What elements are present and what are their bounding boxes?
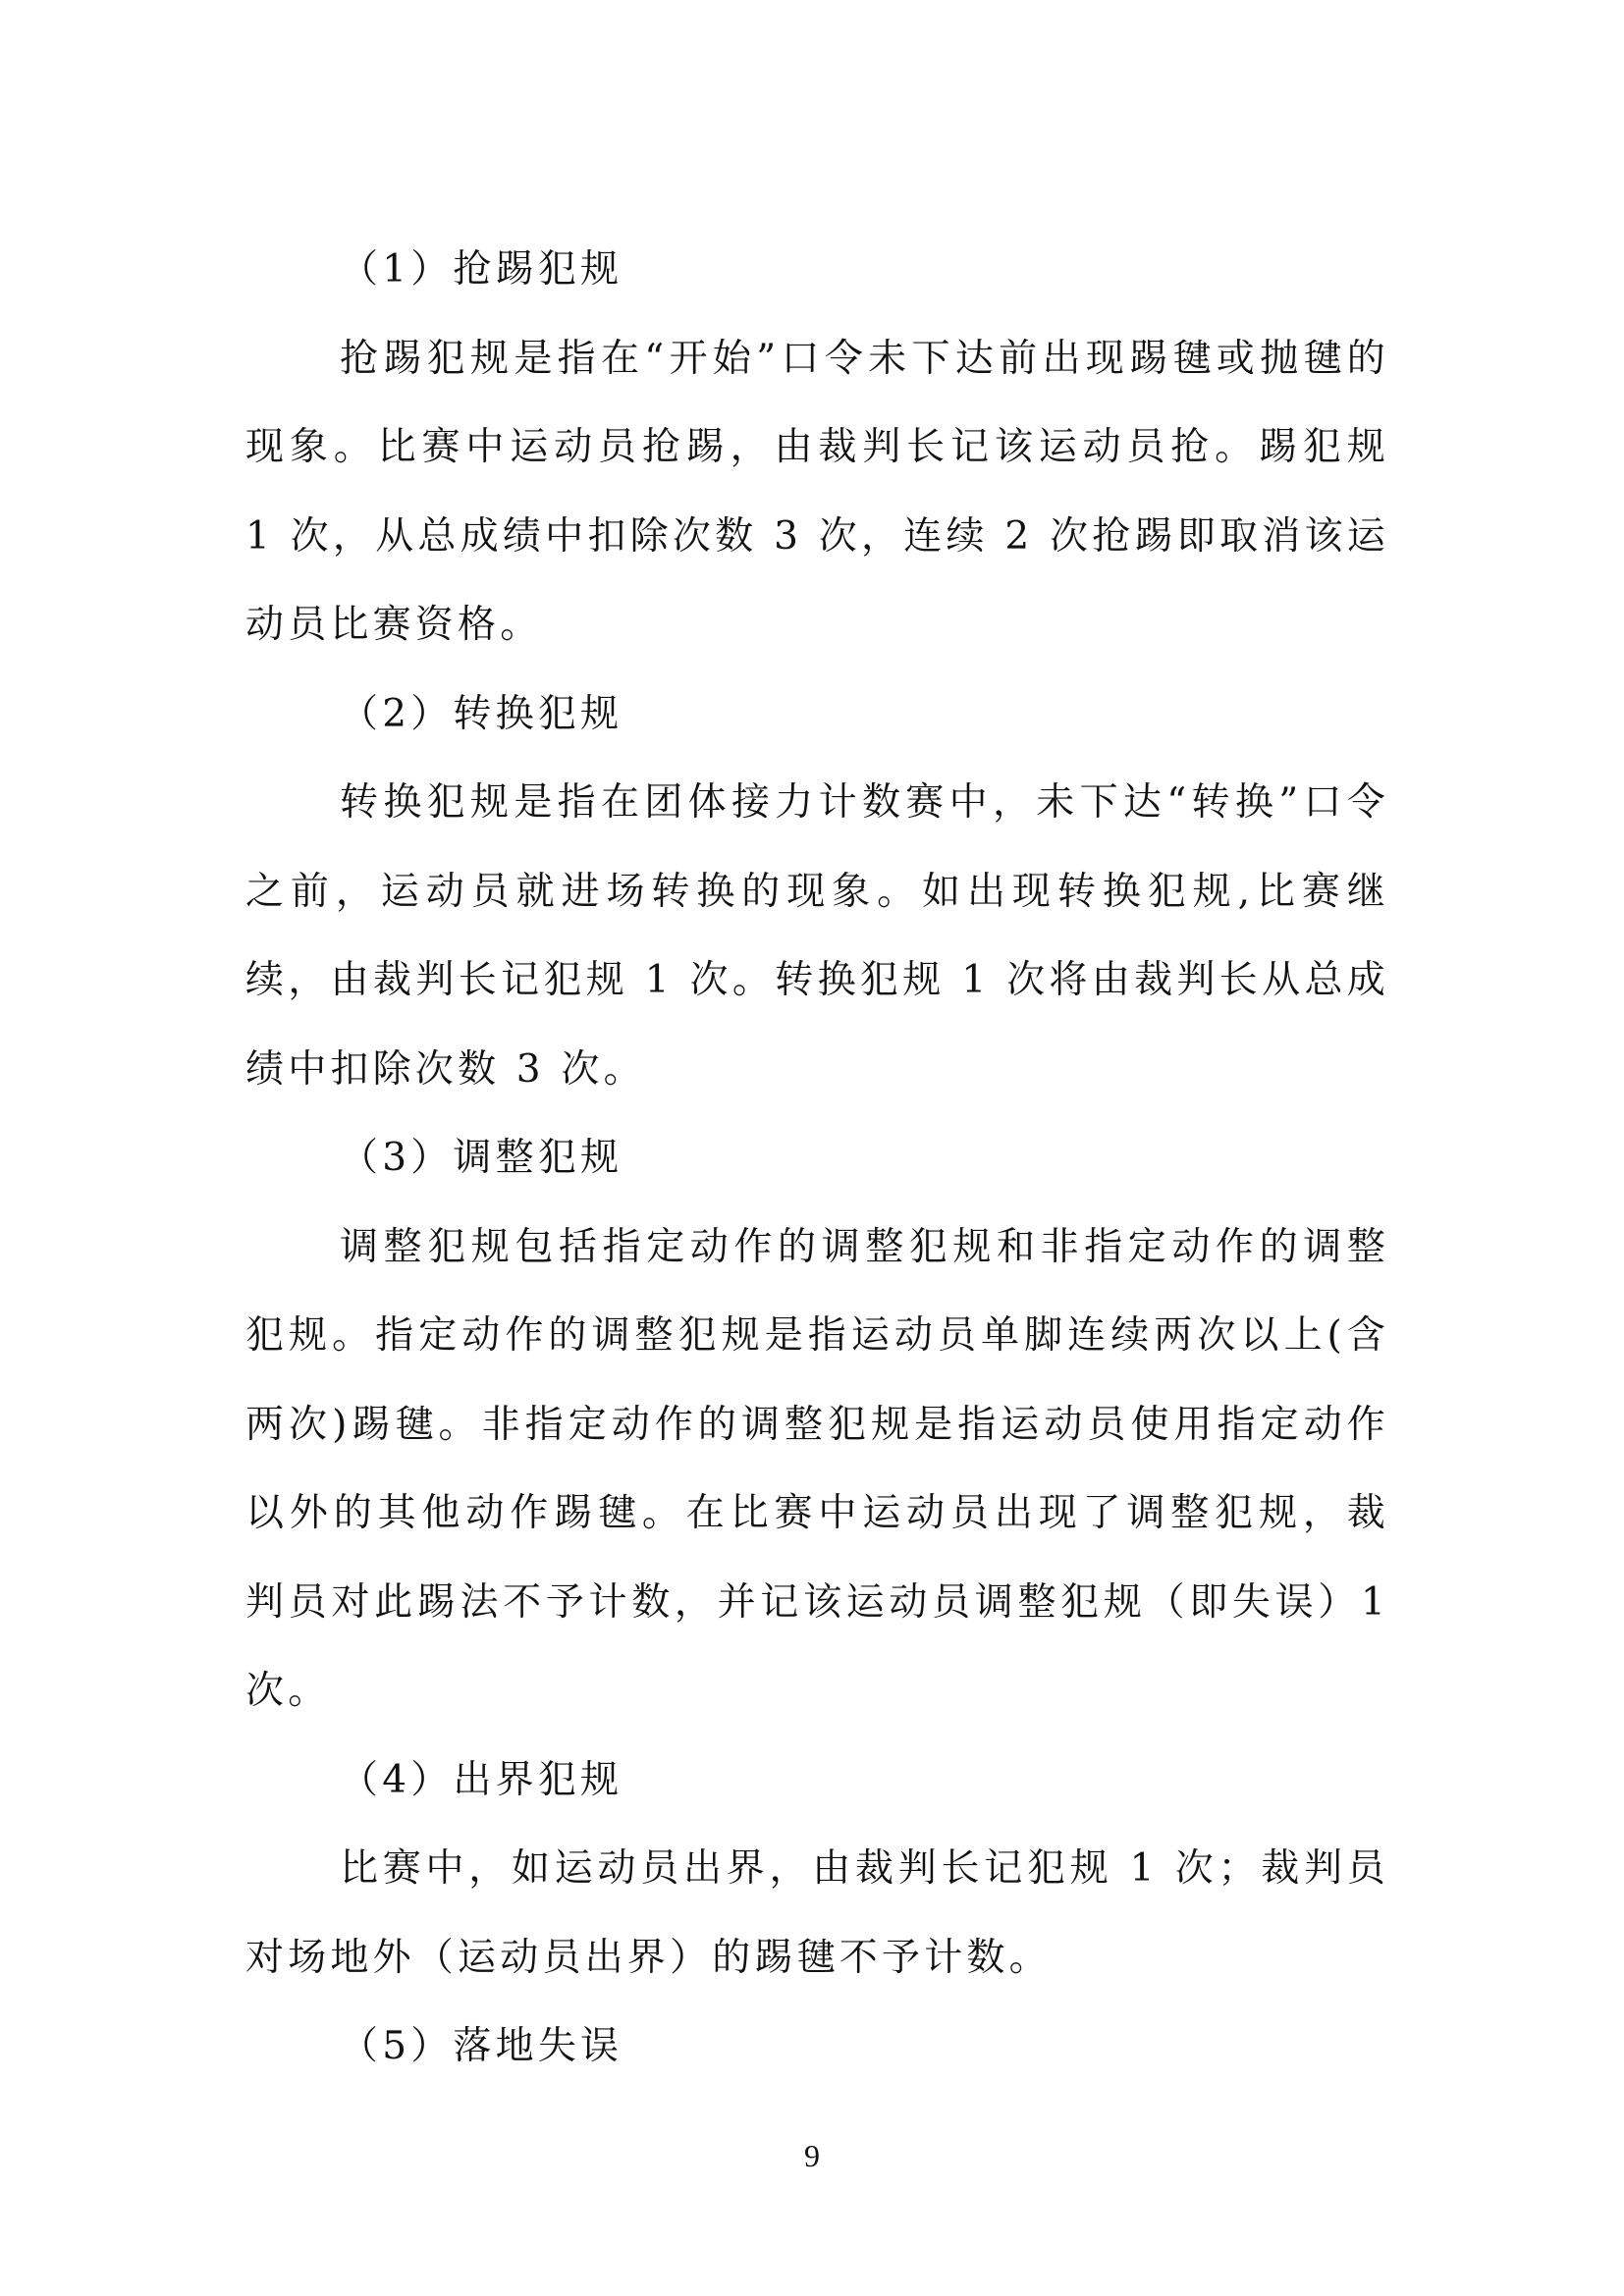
section-paragraph-3: 调整犯规包括指定动作的调整犯规和非指定动作的调整犯规。指定动作的调整犯规是指运动员单脚连续两次以上(含两次)踢毽。非指定动作的调整犯规是指运动员使用指定动作以外的其他动作踢毽。在比赛中运动员出现了调整犯规，裁判员对此踢法不予计数，并记该运动员调整犯规（即失误）1 次。 xyxy=(245,1224,1389,1713)
page-number: 9 xyxy=(804,2138,820,2173)
section-heading-5: （5）落地失误 xyxy=(340,2024,623,2068)
section-paragraph-4: 比赛中，如运动员出界，由裁判长记犯规 1 次；裁判员对场地外（运动员出界）的踢毽不予计数。 xyxy=(245,1846,1389,1980)
section-heading-2: （2）转换犯规 xyxy=(340,691,623,736)
section-paragraph-1: 抢踢犯规是指在“开始”口令未下达前出现踢毽或抛毽的现象。比赛中运动员抢踢，由裁判长记该运动员抢。踢犯规 1 次，从总成绩中扣除次数 3 次，连续 2 次抢踢即取消该运动员比赛资格。 xyxy=(245,336,1389,647)
section-heading-4: （4）出界犯规 xyxy=(340,1757,623,1802)
section-paragraph-2: 转换犯规是指在团体接力计数赛中，未下达“转换”口令之前，运动员就进场转换的现象。如出现转换犯规,比赛继续，由裁判长记犯规 1 次。转换犯规 1 次将由裁判长从总成绩中扣除次数 3 次。 xyxy=(245,780,1389,1092)
document-body xyxy=(245,226,1389,2092)
section-heading-1: （1）抢踢犯规 xyxy=(340,247,623,292)
section-heading-3: （3）调整犯规 xyxy=(340,1136,623,1180)
